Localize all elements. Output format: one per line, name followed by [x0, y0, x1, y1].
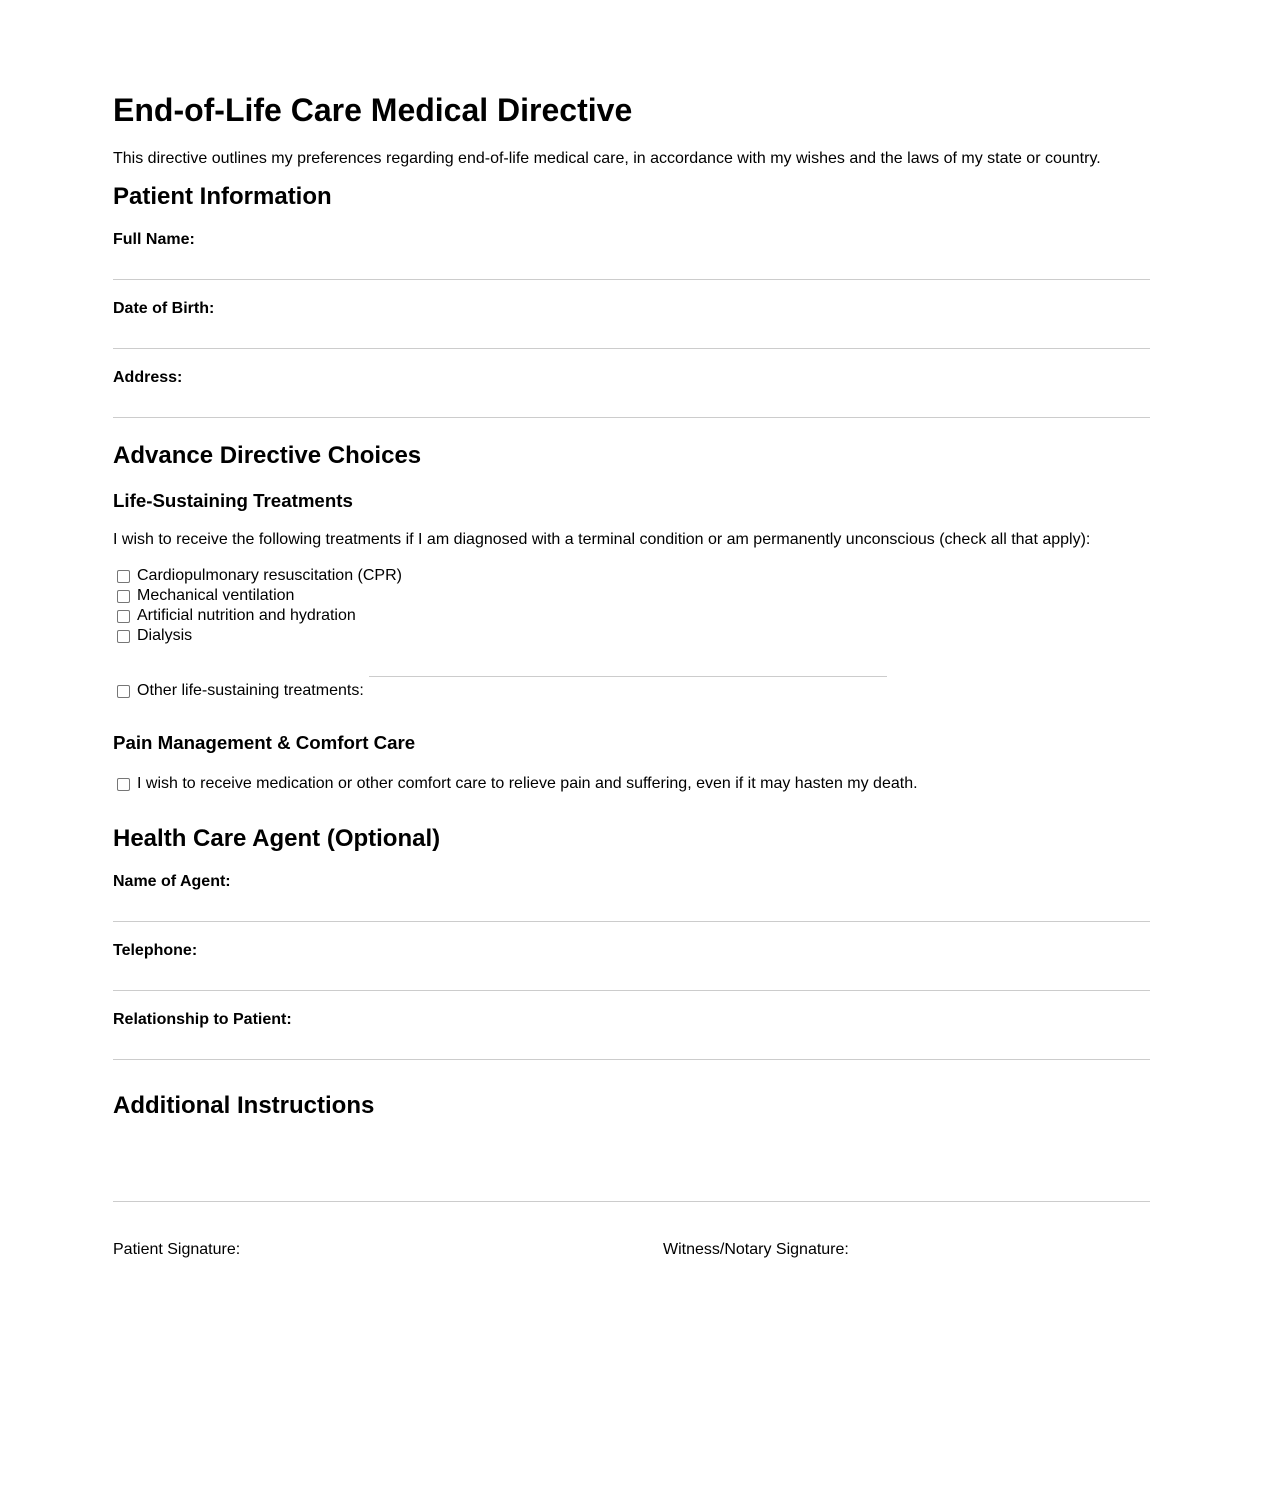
option-artificial-nutrition[interactable]	[113, 606, 356, 626]
subheading-pain-management: Pain Management & Comfort Care	[113, 732, 416, 753]
address-input[interactable]	[113, 388, 1150, 418]
option-cpr[interactable]	[113, 566, 402, 586]
section-heading-patient-info: Patient Information	[113, 183, 332, 210]
dialysis-checkbox[interactable]	[117, 630, 130, 643]
patient-signature-label: Patient Signature:	[113, 1241, 241, 1258]
artificial-nutrition-checkbox[interactable]	[117, 610, 130, 623]
cpr-label: Cardiopulmonary resuscitation (CPR)	[137, 567, 402, 584]
address-label: Address:	[113, 369, 183, 386]
subheading-life-sustaining: Life-Sustaining Treatments	[113, 490, 353, 511]
comfort-care-label: I wish to receive medication or other comfort care to relieve pain and suffering, even if it may hasten my death.	[137, 775, 918, 792]
dialysis-label: Dialysis	[137, 627, 193, 644]
relationship-input[interactable]	[113, 1030, 1150, 1060]
section-heading-health-care-agent: Health Care Agent (Optional)	[113, 825, 441, 852]
witness-signature-label: Witness/Notary Signature:	[663, 1241, 849, 1258]
agent-name-label: Name of Agent:	[113, 873, 231, 890]
relationship-label: Relationship to Patient:	[113, 1011, 292, 1028]
full-name-label: Full Name:	[113, 231, 195, 248]
other-treatments-input[interactable]	[369, 646, 887, 677]
section-heading-advance-directive: Advance Directive Choices	[113, 442, 422, 469]
telephone-input[interactable]	[113, 961, 1150, 991]
intro-text: This directive outlines my preferences regarding end-of-life medical care, in accordance with my wishes and the laws of my state or country.	[113, 150, 1101, 167]
other-treatments-label: Other life-sustaining treatments:	[137, 682, 364, 699]
additional-instructions-textarea[interactable]	[113, 1132, 1150, 1202]
section-heading-additional-instructions: Additional Instructions	[113, 1092, 375, 1119]
other-treatments-checkbox[interactable]	[117, 685, 130, 698]
artificial-nutrition-label: Artificial nutrition and hydration	[137, 607, 356, 624]
date-of-birth-label: Date of Birth:	[113, 300, 215, 317]
option-other-treatments[interactable]	[113, 681, 364, 701]
agent-name-input[interactable]	[113, 892, 1150, 922]
option-dialysis[interactable]	[113, 626, 192, 646]
telephone-label: Telephone:	[113, 942, 198, 959]
comfort-care-checkbox[interactable]	[117, 778, 130, 791]
mechanical-ventilation-label: Mechanical ventilation	[137, 587, 295, 604]
mechanical-ventilation-checkbox[interactable]	[117, 590, 130, 603]
option-mechanical-ventilation[interactable]	[113, 586, 294, 606]
option-comfort-care[interactable]	[113, 774, 918, 794]
life-sustaining-instruction: I wish to receive the following treatments if I am diagnosed with a terminal condition or am permanently unconscious (check all that apply):	[113, 531, 1091, 548]
full-name-input[interactable]	[113, 250, 1150, 280]
cpr-checkbox[interactable]	[117, 570, 130, 583]
date-of-birth-input[interactable]	[113, 319, 1150, 349]
page-title: End-of-Life Care Medical Directive	[113, 92, 633, 128]
